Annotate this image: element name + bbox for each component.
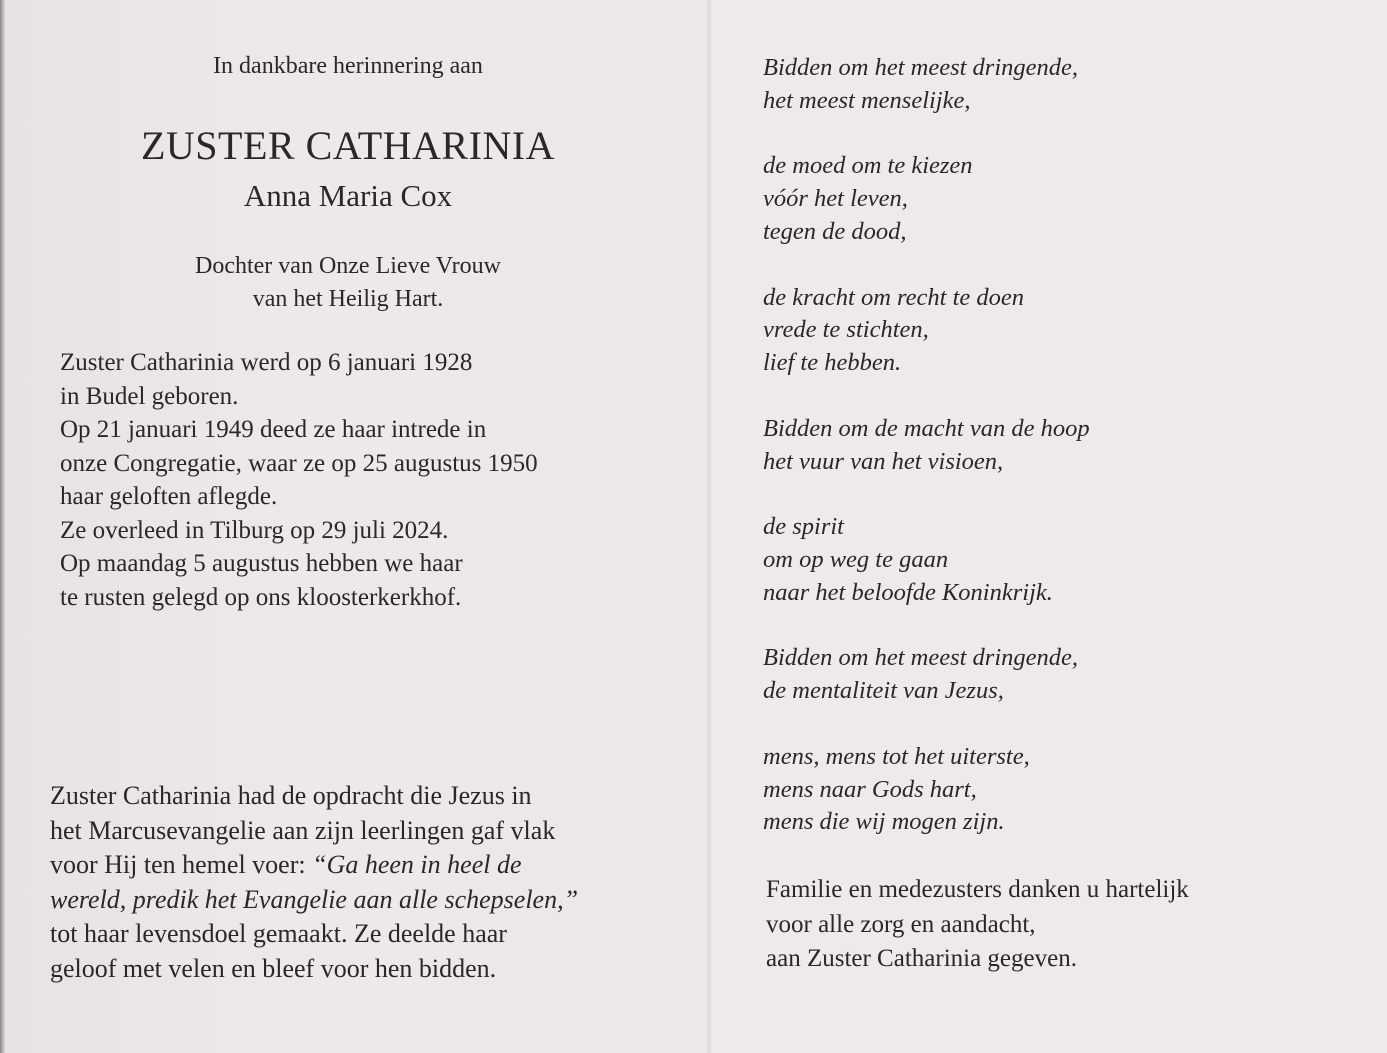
poem-stanza [763,150,1090,248]
poem-line: mens naar Gods hart, [763,775,977,803]
bio-line: in Budel geboren. [60,382,239,410]
poem-stanza [763,642,1090,708]
poem-line: mens die wij mogen zijn. [763,808,1005,836]
card-shadow-edge [0,0,6,1053]
gospel-quote: wereld, predik het Evangelie aan alle schepselen,” [50,884,579,914]
bio-line: Op maandag 5 augustus hebben we haar [60,550,463,577]
thanks-text [766,873,1189,977]
mission-line [50,848,578,883]
poem-line: de moed om te kiezen [763,152,973,180]
congregation-line: van het Heilig Hart. [252,286,444,312]
mission-line: het Marcusevangelie aan zijn leerlingen gaf vlak [50,815,556,845]
bio-line: Ze overleed in Tilburg op 29 juli 2024. [60,516,449,544]
thanks-line: aan Zuster Catharinia gegeven. [766,945,1077,972]
thanks-line: voor alle zorg en aandacht, [766,910,1036,938]
poem-line: mens, mens tot het uiterste, [763,742,1030,770]
intro-text: In dankbare herinnering aan [213,53,483,79]
mission-line [50,883,578,918]
poem-line: de kracht om recht te doen [763,283,1025,311]
gospel-quote: “Ga heen in heel de [312,850,522,879]
poem-line: de spirit [763,513,844,541]
poem-line: de mentaliteit van Jezus, [763,677,1004,705]
bio-line: Op 21 januari 1949 deed ze haar intrede in [60,416,487,443]
poem-line: lief te hebben. [763,349,902,377]
poem-stanza [763,511,1090,609]
prayer-poem [763,52,1090,872]
biography [60,346,538,614]
poem-line: het meest menselijke, [763,86,971,114]
poem-stanza [763,741,1090,839]
bio-line: onze Congregatie, waar ze op 25 augustus 1950 [60,449,538,477]
poem-line: vrede te stichten, [763,316,929,344]
mission-paragraph [50,779,578,986]
poem-line: om op weg te gaan [763,545,949,573]
deceased-religious-name: ZUSTER CATHARINIA [140,123,556,168]
thanks-line: Familie en medezusters danken u hartelijk [766,876,1189,903]
poem-stanza [763,282,1090,380]
bio-line: te rusten gelegd op ons kloosterkerkhof. [60,583,462,611]
poem-line: het vuur van het visioen, [763,447,1004,475]
bio-line: Zuster Catharinia werd op 6 januari 1928 [60,349,473,376]
deceased-full-name: Anna Maria Cox [243,178,453,213]
poem-line: tegen de dood, [763,217,907,245]
bio-line: haar geloften aflegde. [60,483,278,510]
poem-line: naar het beloofde Koninkrijk. [763,578,1053,606]
poem-line: Bidden om de macht van de hoop [763,414,1090,442]
congregation-text [118,250,578,316]
mission-line: tot haar levensdoel gemaakt. Ze deelde haar [50,919,507,948]
poem-line: Bidden om het meest dringende, [763,644,1079,672]
mission-line: Zuster Catharinia had de opdracht die Jezus in [50,781,532,810]
poem-line: Bidden om het meest dringende, [763,54,1079,81]
poem-stanza [763,413,1090,479]
mission-line: geloof met velen en bleef voor hen bidden. [50,953,497,983]
congregation-line: Dochter van Onze Lieve Vrouw [195,253,501,279]
poem-stanza [763,52,1090,118]
poem-line: vóór het leven, [763,185,908,213]
mission-text: voor Hij ten hemel voer: [50,850,313,879]
